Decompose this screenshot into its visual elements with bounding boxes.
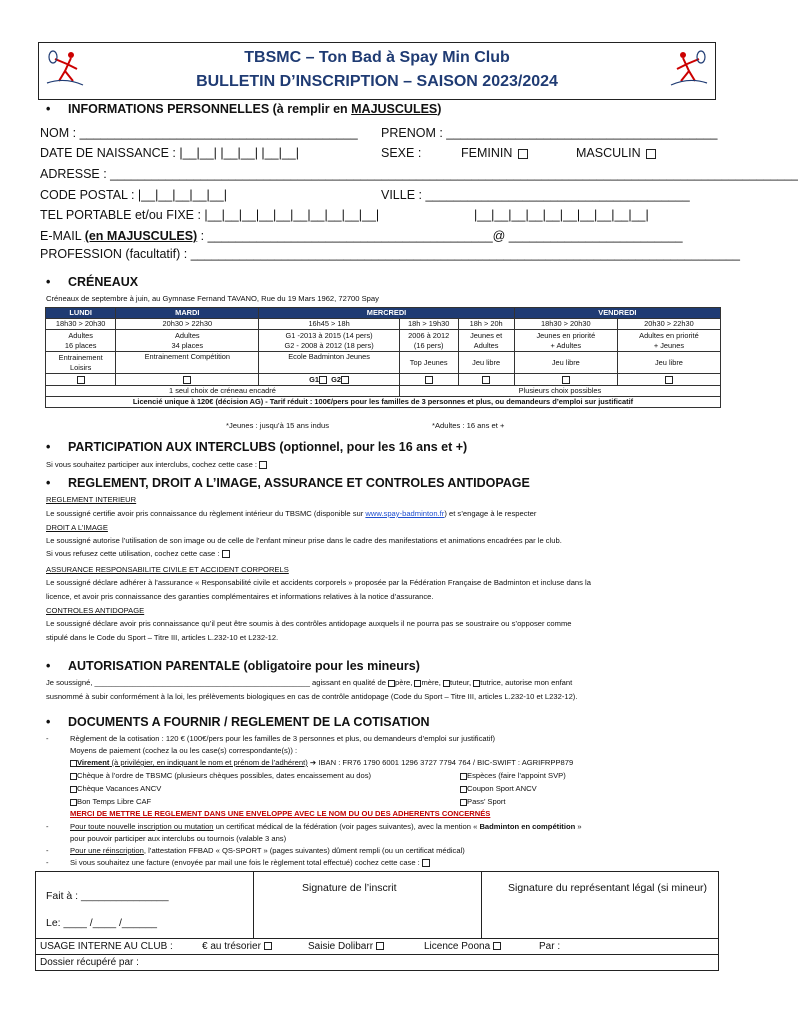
pass-option[interactable]: Pass’ Sport — [460, 797, 506, 806]
assurance-text-1: Le soussigné déclare adhérer à l’assurance « Responsabilité civile et accidents corporels » proposée par la Fédération Française de Badminton et incluse dans la — [46, 578, 591, 587]
ven2-checkbox[interactable] — [665, 376, 673, 384]
ven2-type: Jeu libre — [617, 352, 720, 374]
pere-checkbox[interactable] — [388, 680, 395, 687]
lundi-who: Adultes 16 places — [46, 330, 116, 352]
tresorier-option[interactable]: € au trésorier — [202, 941, 272, 952]
coupon-option[interactable]: Coupon Sport ANCV — [460, 784, 537, 793]
dash-2: - — [46, 822, 49, 831]
section-reglement: • REGLEMENT, DROIT A L’IMAGE, ASSURANCE ET CONTROLES ANTIDOPAGE — [46, 476, 530, 490]
feminin-option[interactable]: FEMININ — [461, 146, 528, 160]
heading-reglement-interieur: REGLEMENT INTERIEUR — [46, 495, 137, 504]
licence-note: Licencié unique à 120€ (décision AG) - Tarif réduit : 100€/pers pour les familles de 3 personnes et plus, ou demandeurs d’emploi sur justificatif — [46, 397, 721, 408]
poona-option[interactable]: Licence Poona — [424, 941, 501, 952]
mer1-time: 16h45 > 18h — [259, 319, 400, 330]
lundi-time: 18h30 > 20h30 — [46, 319, 116, 330]
antidopage-text-2: stipulé dans le Code du Sport – Titre III, articles L.232-10 et L232-12. — [46, 633, 279, 642]
adresse-field[interactable]: ADRESSE : ___________________________________________________________________________________________________ — [40, 167, 798, 181]
dolibarr-option[interactable]: Saisie Dolibarr — [308, 941, 384, 952]
representative-signature-cell[interactable] — [482, 872, 718, 938]
dash-4: - — [46, 858, 49, 867]
mer2-who: 2006 à 2012 (16 pers) — [399, 330, 458, 352]
prenom-field[interactable]: PRENOM : _______________________________________ — [381, 126, 718, 140]
tel-field[interactable]: TEL PORTABLE et/ou FIXE : |__|__|__|__|__|__|__|__|__|__| — [40, 208, 380, 222]
internal-use-label: USAGE INTERNE AU CLUB : — [40, 941, 173, 952]
ven1-who: Jeunes en priorité + Adultes — [514, 330, 617, 352]
autorisation-line-1: Je soussigné, ___________________________________________________ agissant en qualité de père, mère, tuteur, tutrice, autorise mon enfant — [46, 678, 573, 687]
day-vendredi: VENDREDI — [514, 308, 720, 319]
assurance-text-2: licence, et avoir pris connaissance des garanties complémentaires et informations relatives à la notice d’assurance. — [46, 592, 434, 601]
g1-checkbox[interactable] — [319, 376, 327, 384]
ancv-option[interactable]: Chèque Vacances ANCV — [70, 784, 161, 793]
poona-checkbox[interactable] — [493, 942, 501, 950]
coupon-checkbox[interactable] — [460, 786, 467, 793]
droit-image-text: Le soussigné autorise l’utilisation de son image ou de celle de l’enfant mineur prise dans le cadre des manifestations et animations encadrées par le club. — [46, 536, 562, 545]
ven1-checkbox[interactable] — [562, 376, 570, 384]
mer1-type: Ecole Badminton Jeunes — [259, 352, 400, 374]
mer3-checkbox[interactable] — [482, 376, 490, 384]
day-lundi: LUNDI — [46, 308, 116, 319]
interclubs-checkbox[interactable] — [259, 461, 267, 469]
section-autorisation: • AUTORISATION PARENTALE (obligatoire pour les mineurs) — [46, 659, 420, 673]
signature-table — [35, 871, 719, 939]
ven1-type: Jeu libre — [514, 352, 617, 374]
tuteur-checkbox[interactable] — [443, 680, 450, 687]
representative-signature-label: Signature du représentant légal (si mineur) — [508, 882, 708, 894]
dolibarr-checkbox[interactable] — [376, 942, 384, 950]
creneaux-table: LUNDI MARDI MERCREDI VENDREDI 18h30 > 20h30 20h30 > 22h30 16h45 > 18h 18h > 19h30 18h > 20h 18h30 > 20h30 20h30 > 22h30 Adultes 16 places Adultes 34 places G1 -2013 à 2015 (14 pers) G2 - 2008 à 2012 (18 pers) 2006 à 2012 (16 pers) Jeunes et Adultes Jeunes en priorité + Adultes Adultes en priorité + Jeunes Entrainement Loisirs Entrainement Compétition Ecole Badminton Jeunes Top Jeunes Jeu libre Jeu libre Jeu libre G1 G2 1 seul choix de créneau encadré Plusieurs choix possibles Licencié unique à 120€ (décision AG) - Tarif réduit : 100€/pers pour les familles de 3 personnes et plus, ou demandeurs d’emploi sur justificatif — [45, 307, 721, 408]
heading-assurance: ASSURANCE RESPONSABILITE CIVILE ET ACCIDENT CORPORELS — [46, 565, 289, 574]
cotisation-text: Règlement de la cotisation : 120 € (100€/pers pour les familles de 3 personnes et plus, ou demandeurs d’emploi sur justificatif) — [70, 734, 496, 743]
ven2-time: 20h30 > 22h30 — [617, 319, 720, 330]
certificat-text-2: pour pouvoir participer aux interclubs ou tournois (valable 3 ans) — [70, 834, 287, 843]
dash-3: - — [46, 846, 49, 855]
facture-checkbox[interactable] — [422, 859, 430, 867]
adultes-note: *Adultes : 16 ans et + — [432, 421, 505, 430]
g2-checkbox[interactable] — [341, 376, 349, 384]
mer2-type: Top Jeunes — [399, 352, 458, 374]
fait-a-field[interactable]: Fait à : _______________ — [46, 890, 169, 902]
especes-option[interactable]: Espèces (faire l’appoint SVP) — [460, 771, 566, 780]
inscrit-signature-cell[interactable] — [254, 872, 482, 938]
interclubs-text: Si vous souhaitez participer aux interclubs, cochez cette case : — [46, 460, 267, 469]
creneaux-intro: Créneaux de septembre à juin, au Gymnase Fernand TAVANO, Rue du 19 Mars 1962, 72700 Spay — [46, 294, 379, 303]
email-field[interactable]: E-MAIL (en MAJUSCULES) : _________________________________________@ _________________________ — [40, 229, 683, 243]
section-interclubs: • PARTICIPATION AUX INTERCLUBS (optionnel, pour les 16 ans et +) — [46, 440, 468, 454]
mer3-who: Jeunes et Adultes — [458, 330, 514, 352]
mer1-who: G1 -2013 à 2015 (14 pers) G2 - 2008 à 2012 (18 pers) — [259, 330, 400, 352]
club-title: TBSMC – Ton Bad à Spay Min Club — [244, 49, 510, 66]
heading-antidopage: CONTROLES ANTIDOPAGE — [46, 606, 145, 615]
mardi-type: Entrainement Compétition — [116, 352, 259, 374]
droit-image-refus: Si vous refusez cette utilisation, cochez cette case : — [46, 549, 230, 558]
one-slot-note: 1 seul choix de créneau encadré — [46, 386, 400, 397]
mer3-type: Jeu libre — [458, 352, 514, 374]
ancv-checkbox[interactable] — [70, 786, 77, 793]
envelope-notice: MERCI DE METTRE LE REGLEMENT DANS UNE ENVELOPPE AVEC LE NOM DU OU DES ADHERENTS CONCERNÉS — [70, 809, 491, 818]
facture-text: Si vous souhaitez une facture (envoyée par mail une fois le règlement total effectué) cochez cette case : — [70, 858, 430, 867]
btl-checkbox[interactable] — [70, 799, 77, 806]
mer3-time: 18h > 20h — [458, 319, 514, 330]
mer2-checkbox[interactable] — [425, 376, 433, 384]
cheque-checkbox[interactable] — [70, 773, 77, 780]
section-personal-info: • INFORMATIONS PERSONNELLES (à remplir en MAJUSCULES) — [46, 102, 442, 116]
tel2-field[interactable]: |__|__|__|__|__|__|__|__|__|__| — [474, 208, 649, 222]
lundi-type: Entrainement Loisirs — [46, 352, 116, 374]
internal-use-row — [36, 939, 718, 955]
virement-option[interactable]: Virement (à privilégier, en indiquant le nom et prénom de l’adhérent) ➔ IBAN : FR76 1790 6001 1296 3727 7794 764 / BIC-SWIFT : AGRIFRPP879 — [70, 758, 573, 767]
inscrit-signature-label: Signature de l’inscrit — [302, 882, 397, 894]
club-website-link[interactable]: www.spay-badminton.fr — [365, 509, 445, 518]
reinscription-text: Pour une réinscription, l’attestation FFBAD « QS-SPORT » (pages suivantes) dûment rempli (ou un certificat médical) — [70, 846, 465, 855]
image-refusal-checkbox[interactable] — [222, 550, 230, 558]
autorisation-line-2: susnommé à subir conformément à la loi, les prélèvements biologiques en cas de contrôle antidopage (Code du Sport – Titre III, articles L.232-10 et L232-12). — [46, 692, 578, 701]
especes-checkbox[interactable] — [460, 773, 467, 780]
nom-field[interactable]: NOM : ________________________________________ — [40, 126, 358, 140]
arrow-right-icon: ➔ — [309, 758, 317, 767]
profession-field[interactable]: PROFESSION (facultatif) : _______________________________________________________________________________ — [40, 247, 740, 261]
ven2-who: Adultes en priorité + Jeunes — [617, 330, 720, 352]
date-field[interactable]: Le: ____ /____ /______ — [46, 917, 157, 929]
sexe-label: SEXE : — [381, 146, 422, 160]
section-documents: • DOCUMENTS A FOURNIR / REGLEMENT DE LA COTISATION — [46, 715, 430, 729]
feminin-checkbox[interactable] — [518, 149, 528, 159]
date-place-cell — [36, 872, 254, 938]
virement-checkbox[interactable] — [70, 760, 77, 767]
multi-slot-note: Plusieurs choix possibles — [399, 386, 720, 397]
masculin-checkbox[interactable] — [646, 149, 656, 159]
btl-option[interactable]: Bon Temps Libre CAF — [70, 797, 151, 806]
pass-checkbox[interactable] — [460, 799, 467, 806]
mardi-time: 20h30 > 22h30 — [116, 319, 259, 330]
certificat-text: Pour toute nouvelle inscription ou mutation un certificat médical de la fédération (voir pages suivantes), avec la mention « Badminton en compétition » — [70, 822, 582, 831]
mardi-who: Adultes 34 places — [116, 330, 259, 352]
birthdate-field[interactable]: DATE DE NAISSANCE : |__|__| |__|__| |__|__| — [40, 146, 299, 160]
heading-droit-image: DROIT A L’IMAGE — [46, 523, 108, 532]
internal-use-box — [35, 939, 719, 971]
badminton-player-logo-icon — [669, 47, 709, 91]
cheque-option[interactable]: Chèque à l’ordre de TBSMC (plusieurs chèques possibles, dates encaissement au dos) — [70, 771, 371, 780]
ville-field[interactable]: VILLE : ______________________________________ — [381, 188, 690, 202]
antidopage-text-1: Le soussigné déclare avoir pris connaissance qu’il peut être soumis à des contrôles antidopage auxquels il ne pourra pas se soustraire ou s’opposer comme — [46, 619, 572, 628]
dossier-field[interactable]: Dossier récupéré par : — [40, 957, 139, 968]
day-mardi: MARDI — [116, 308, 259, 319]
payment-methods-label: Moyens de paiement (cochez la ou les case(s) correspondante(s)) : — [70, 746, 298, 755]
tresorier-checkbox[interactable] — [264, 942, 272, 950]
masculin-option[interactable]: MASCULIN — [576, 146, 656, 160]
ven1-time: 18h30 > 20h30 — [514, 319, 617, 330]
form-title: BULLETIN D’INSCRIPTION – SAISON 2023/2024 — [196, 73, 558, 90]
mer2-time: 18h > 19h30 — [399, 319, 458, 330]
day-mercredi: MERCREDI — [259, 308, 514, 319]
form-header — [38, 42, 716, 100]
dash-1: - — [46, 734, 49, 743]
mardi-checkbox[interactable] — [183, 376, 191, 384]
par-field[interactable]: Par : — [539, 941, 561, 952]
lundi-checkbox[interactable] — [77, 376, 85, 384]
code-postal-field[interactable]: CODE POSTAL : |__|__|__|__|__| — [40, 188, 227, 202]
section-creneaux: • CRÉNEAUX — [46, 275, 139, 289]
jeunes-note: *Jeunes : jusqu’à 15 ans indus — [226, 421, 330, 430]
reglement-text: Le soussigné certifie avoir pris connaissance du règlement intérieur du TBSMC (disponible sur www.spay-badminton.fr) et s’engage à le respecter — [46, 509, 537, 518]
